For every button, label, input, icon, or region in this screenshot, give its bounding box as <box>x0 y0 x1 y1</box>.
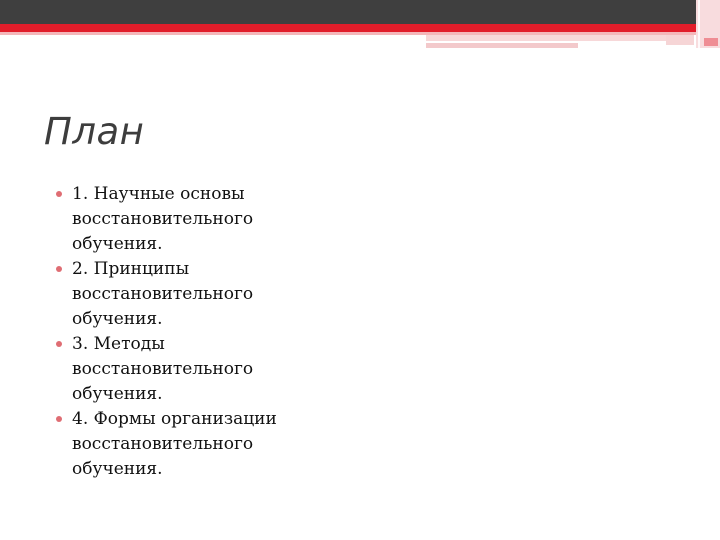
bullet-text: 2. Принципы восстановительного обучения. <box>72 259 254 329</box>
accent-strip-lower <box>426 43 578 48</box>
ribbon-block <box>704 38 718 46</box>
bullet-dot-icon <box>56 341 62 347</box>
bullet-dot-icon <box>56 416 62 422</box>
header-band-dark <box>0 0 720 24</box>
corner-ribbon <box>696 0 720 48</box>
bullet-text: 1. Научные основы восстановительного обучения. <box>72 184 254 254</box>
slide-title: План <box>44 110 145 153</box>
bullet-text: 3. Методы восстановительного обучения. <box>72 334 254 404</box>
list-item <box>56 182 316 257</box>
accent-strip-upper <box>426 35 666 41</box>
header-band-red <box>0 24 720 32</box>
list-item <box>56 407 316 482</box>
bullet-list <box>56 182 316 482</box>
bullet-dot-icon <box>56 191 62 197</box>
bullet-text: 4. Формы организации восстановительного обучения. <box>72 409 277 479</box>
accent-strip-side <box>666 35 694 45</box>
list-item <box>56 257 316 332</box>
list-item <box>56 332 316 407</box>
ribbon-line <box>698 0 700 48</box>
bullet-dot-icon <box>56 266 62 272</box>
